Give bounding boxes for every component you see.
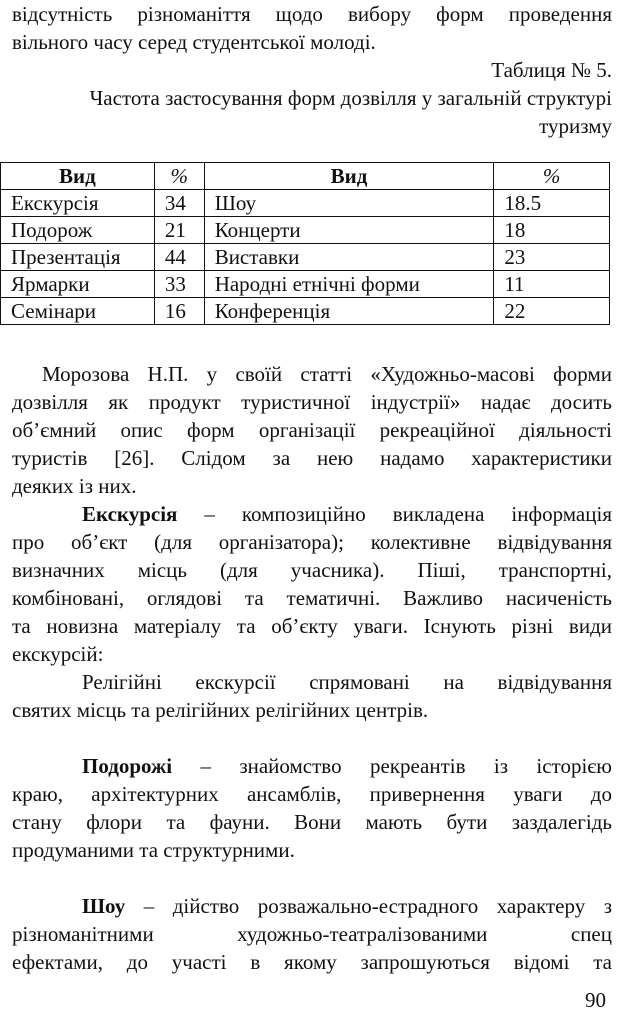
travel-line-2: краю, архітектурних ансамблів, привернення уваги до (12, 782, 612, 806)
cell-percent: 18.5 (494, 190, 610, 217)
travel-line-1 (12, 752, 612, 780)
excursion-line-2: про об’єкт (для організатора); колективне відвідування (12, 530, 612, 554)
table-row (1, 244, 610, 271)
table-header-row (1, 163, 610, 190)
header-percent-1: % (154, 163, 204, 190)
cell-percent: 22 (494, 298, 610, 325)
cell-percent: 18 (494, 217, 610, 244)
cell-percent: 16 (154, 298, 204, 325)
cell-percent: 34 (154, 190, 204, 217)
table-row (1, 217, 610, 244)
show-line-3: ефектами, до участі в якому запрошуються відомі та (12, 950, 612, 974)
cell-type: Народні етнічні форми (204, 271, 494, 298)
intro-line-2: вільного часу серед студентської молоді. (12, 30, 376, 54)
page-number: 90 (585, 988, 606, 1012)
table-row (1, 271, 610, 298)
cell-type: Шоу (204, 190, 494, 217)
travel-line-3: стану флори та фауни. Вони мають бути заздалегідь (12, 810, 612, 834)
religious-line-2: святих місць та релігійних релігійних центрів. (12, 698, 429, 722)
para1-line-1: Морозова Н.П. у своїй статті «Художньо-масові форми (42, 362, 612, 386)
show-term: Шоу (82, 894, 126, 918)
religious-line-1: Релігійні екскурсії спрямовані на відвідування (82, 670, 612, 694)
excursion-line-6: екскурсій: (12, 642, 104, 666)
para1-line-2: дозвілля як продукт туристичної індустрії» надає досить (12, 390, 612, 414)
table-label: Таблиця № 5. (491, 58, 612, 82)
cell-type: Подорож (1, 217, 155, 244)
frequency-table (0, 162, 610, 325)
show-line-1 (12, 892, 612, 920)
cell-percent: 11 (494, 271, 610, 298)
cell-type: Семінари (1, 298, 155, 325)
cell-percent: 44 (154, 244, 204, 271)
header-type-2: Вид (204, 163, 494, 190)
cell-percent: 23 (494, 244, 610, 271)
excursion-line-1 (12, 500, 612, 528)
cell-type: Ярмарки (1, 271, 155, 298)
travel-line-1-rest: – знайомство рекреантів із історією (172, 754, 612, 778)
cell-type: Презентація (1, 244, 155, 271)
travel-line-4: продуманими та структурними. (12, 838, 295, 862)
header-percent-2: % (494, 163, 610, 190)
travel-term: Подорожі (82, 754, 173, 778)
cell-type: Виставки (204, 244, 494, 271)
cell-percent: 21 (154, 217, 204, 244)
show-line-2: різноманітними художньо-театралізованими спец (12, 922, 612, 946)
excursion-line-4: комбіновані, оглядові та тематичні. Важливо насиченість (12, 586, 612, 610)
table-caption-line-1: Частота застосування форм дозвілля у загальній структурі (89, 86, 612, 110)
table-caption-line-2: туризму (539, 114, 612, 138)
cell-type: Екскурсія (1, 190, 155, 217)
table-row (1, 190, 610, 217)
table-row (1, 298, 610, 325)
para1-line-3: об’ємний опис форм організації рекреаційної діяльності (12, 418, 612, 442)
excursion-line-1-rest: – композиційно викладена інформація (177, 502, 612, 526)
cell-type: Конференція (204, 298, 494, 325)
excursion-line-5: та новизна матеріалу та об’єкту уваги. Існують різні види (12, 614, 612, 638)
para1-line-5: деяких із них. (12, 474, 137, 498)
excursion-line-3: визначних місць (для учасника). Піші, транспортні, (12, 558, 612, 582)
excursion-term: Екскурсія (82, 502, 178, 526)
cell-percent: 33 (154, 271, 204, 298)
para1-line-4: туристів [26]. Слідом за нею надамо характеристики (12, 446, 612, 470)
cell-type: Концерти (204, 217, 494, 244)
intro-line-1: відсутність різноманіття щодо вибору форм проведення (12, 2, 612, 26)
header-type-1: Вид (1, 163, 155, 190)
show-line-1-rest: – дійство розважально-естрадного характеру з (125, 894, 612, 918)
